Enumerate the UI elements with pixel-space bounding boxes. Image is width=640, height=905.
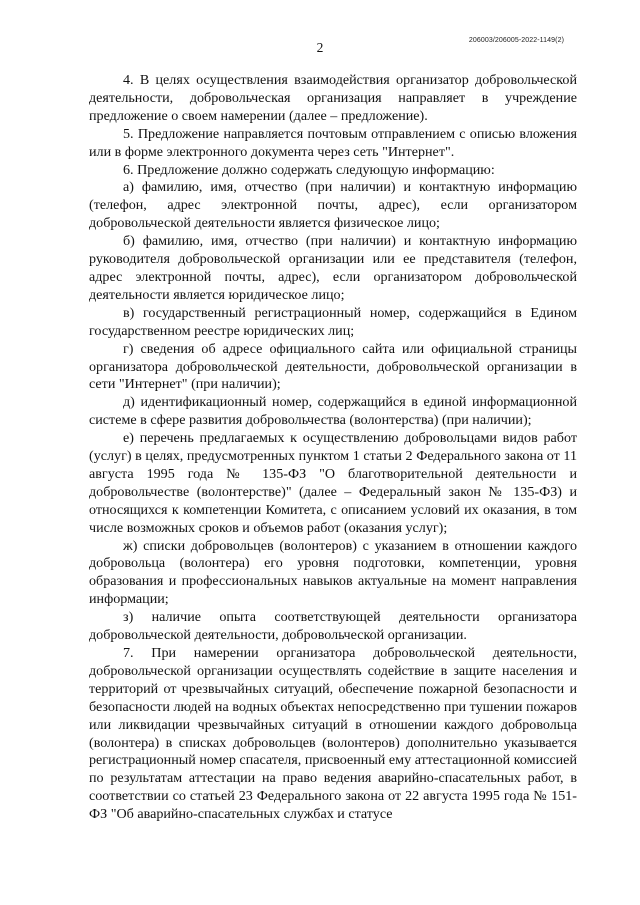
subitem-g: г) сведения об адресе официального сайта или официальной страницы организатора добровольческой деятельности, добровольческой организации в сети "Интернет" (при наличии); bbox=[89, 340, 577, 393]
subitem-d: д) идентификационный номер, содержащийся в единой информационной системе в сфере развития добровольчества (волонтерства) (при наличии); bbox=[89, 394, 577, 429]
document-body bbox=[89, 72, 577, 824]
subitem-a: а) фамилию, имя, отчество (при наличии) и контактную информацию (телефон, адрес электронной почты, адрес), если организатором добровольческой деятельности является физическое лицо; bbox=[89, 179, 577, 232]
paragraph-item-4: 4. В целях осуществления взаимодействия организатор добровольческой деятельности, добровольческая организация направляет в учреждение предложение о своем намерении (далее – предложение). bbox=[89, 72, 577, 124]
subitem-z: з) наличие опыта соответствующей деятельности организатора добровольческой деятельности, добровольческой организации. bbox=[89, 609, 577, 644]
subitem-zh: ж) списки добровольцев (волонтеров) с указанием в отношении каждого добровольца (волонтера) его уровня подготовки, компетенции, уровня образования и профессиональных навыков актуальные на момент направления информации; bbox=[89, 537, 577, 608]
paragraph-item-6: 6. Предложение должно содержать следующую информацию: bbox=[123, 161, 495, 178]
paragraph-item-7: 7. При намерении организатора добровольческой деятельности, добровольческой организации осуществлять содействие в защите населения и территорий от чрезвычайных ситуаций, обеспечение пожарной безопасности и безопасности людей на водных объектах непосредственно при тушении пожаров или ликвидации чрезвычайных ситуаций в отношении каждого добровольца (волонтера) в списках добровольцев (волонтеров) дополнительно указывается регистрационный номер спасателя, присвоенный ему аттестационной комиссией по результатам аттестации на право ведения аварийно-спасательных работ, в соответствии со статьей 23 Федерального закона от 22 августа 1995 года № 151-ФЗ "Об аварийно-спасательных службах и статусе bbox=[89, 645, 577, 823]
paragraph-item-5: 5. Предложение направляется почтовым отправлением с описью вложения или в форме электронного документа через сеть "Интернет". bbox=[89, 125, 577, 160]
page-number: 2 bbox=[316, 40, 324, 55]
subitem-e: е) перечень предлагаемых к осуществлению добровольцами видов работ (услуг) в целях, предусмотренных пунктом 1 статьи 2 Федерального закона от 11 августа 1995 года № 135-ФЗ "О благотворительной деятельности и добровольчестве (волонтерстве)" (далее – Федеральный закон № 135-ФЗ) и относящихся к компетенции Комитета, с описанием условий их оказания, в том числе возможных сроков и объемов работ (оказания услуг); bbox=[89, 430, 577, 536]
subitem-v: в) государственный регистрационный номер, содержащийся в Едином государственном реестре юридических лиц; bbox=[89, 304, 577, 339]
document-registration-code: 206003/206005-2022-1149(2) bbox=[468, 37, 564, 44]
subitem-b: б) фамилию, имя, отчество (при наличии) и контактную информацию руководителя добровольческой организации или ее представителя (телефон, адрес электронной почты, адрес), если организатором добровольческой деятельности является юридическое лицо; bbox=[89, 233, 577, 303]
